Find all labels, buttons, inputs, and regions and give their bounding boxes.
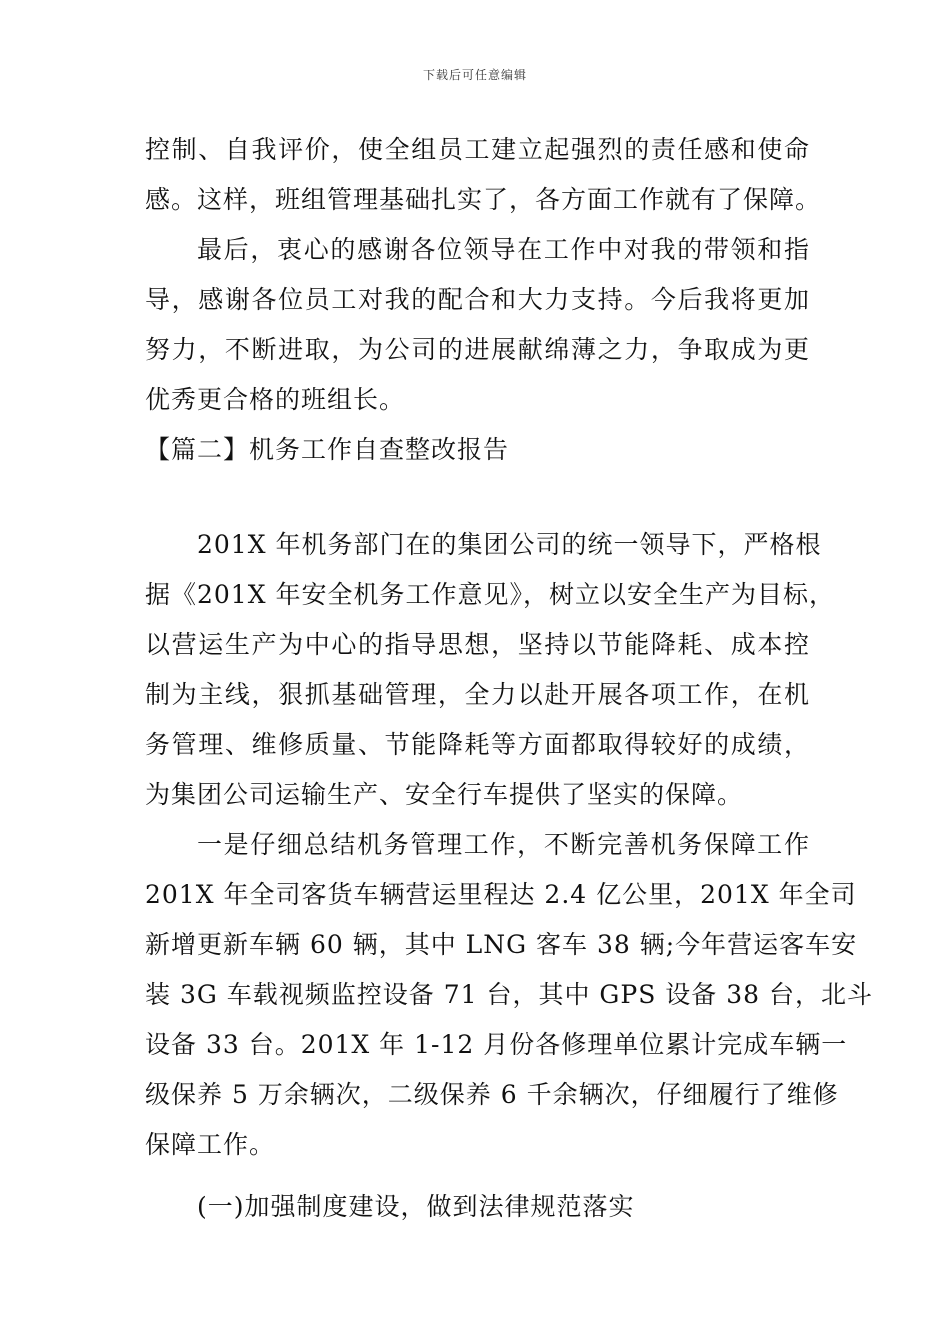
document-body xyxy=(145,130,873,1237)
paragraph-line: 制为主线，狠抓基础管理，全力以赴开展各项工作，在机 xyxy=(145,680,810,709)
section-title: 【篇二】机务工作自查整改报告 xyxy=(145,435,510,464)
paragraph-line: 最后，衷心的感谢各位领导在工作中对我的带领和指 xyxy=(197,235,810,264)
blank-spacer xyxy=(145,480,810,525)
paragraph-line: 为集团公司运输生产、安全行车提供了坚实的保障。 xyxy=(145,780,744,809)
paragraph-line: 保障工作。 xyxy=(145,1130,276,1159)
paragraph-line: 控制、自我评价，使全组员工建立起强烈的责任感和使命 xyxy=(145,135,810,164)
paragraph-line: 201X 年机务部门在的集团公司的统一领导下，严格根 xyxy=(197,530,822,559)
paragraph-line: 201X 年全司客货车辆营运里程达 2.4 亿公里，201X 年全司 xyxy=(145,880,857,909)
paragraph-line: 导，感谢各位员工对我的配合和大力支持。今后我将更加 xyxy=(145,285,810,314)
paragraph-line: 新增更新车辆 60 辆，其中 LNG 客车 38 辆;今年营运客车安 xyxy=(145,930,858,959)
paragraph-line: 设备 33 台。201X 年 1-12 月份各修理单位累计完成车辆一 xyxy=(145,1030,848,1059)
paragraph-line: 务管理、维修质量、节能降耗等方面都取得较好的成绩， xyxy=(145,730,810,759)
blank-spacer xyxy=(145,1175,810,1187)
paragraph-line: 感。这样，班组管理基础扎实了，各方面工作就有了保障。 xyxy=(145,185,822,214)
paragraph-line: 级保养 5 万余辆次，二级保养 6 千余辆次，仔细履行了维修 xyxy=(145,1080,839,1109)
paragraph-line: 据《201X 年安全机务工作意见》，树立以安全生产为目标， xyxy=(145,580,835,609)
paragraph-line: 一是仔细总结机务管理工作，不断完善机务保障工作 xyxy=(197,830,810,859)
paragraph-line: 优秀更合格的班组长。 xyxy=(145,385,406,414)
paragraph-line: 装 3G 车载视频监控设备 71 台，其中 GPS 设备 38 台，北斗 xyxy=(145,980,873,1009)
paragraph-line: 努力，不断进取，为公司的进展献绵薄之力，争取成为更 xyxy=(145,335,810,364)
paragraph-line: 以营运生产为中心的指导思想，坚持以节能降耗、成本控 xyxy=(145,630,810,659)
header-note: 下载后可任意编辑 xyxy=(422,68,527,82)
sub-heading: (一)加强制度建设，做到法律规范落实 xyxy=(197,1192,635,1221)
